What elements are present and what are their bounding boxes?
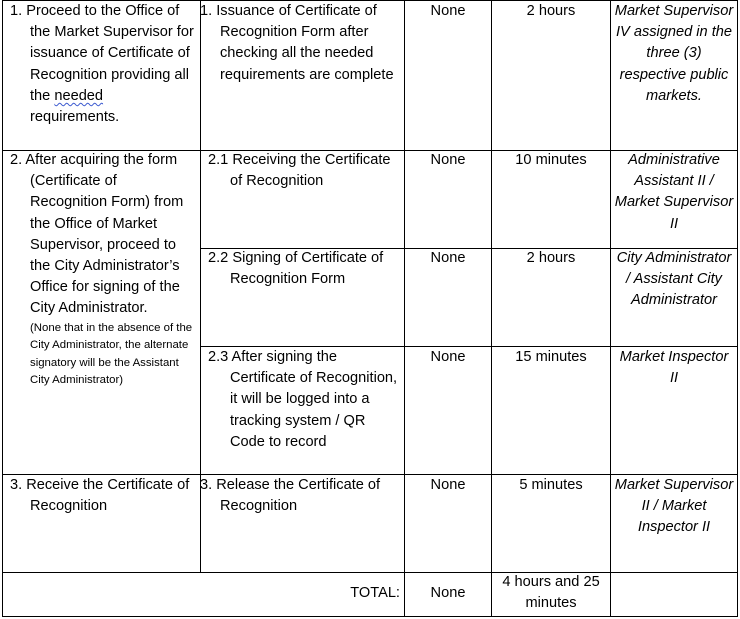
agency-action-2-2: 2.2 Signing of Certificate of Recognition Form [208, 250, 384, 288]
time-2-2: 2 hours [526, 250, 576, 266]
total-label: TOTAL: [350, 585, 400, 601]
person-1: Market Supervisor IV assigned in the three (3) respective public markets. [614, 3, 734, 104]
person-2-2: City Administrator / Assistant City Administrator [616, 250, 732, 309]
total-person-empty [611, 573, 737, 616]
spellcheck-flagged-word: needed [54, 87, 104, 104]
agency-action-1: 1. Issuance of Certificate of Recognition Form after checking all the needed requirements are complete [200, 3, 394, 83]
agency-action-2-1: 2.1 Receiving the Certificate of Recognition [208, 152, 391, 190]
fees-2-2: None [430, 250, 466, 266]
total-fees: None [430, 585, 466, 601]
client-step-2 [10, 150, 196, 390]
total-time: 4 hours and 25 minutes [502, 574, 600, 612]
client-step-2-text: 2. After acquiring the form (Certificate of Recognition Form) from the Office of Market Supervisor, proceed to the City Administrator’s Office for signing of the City Administrator. [10, 152, 184, 317]
person-3: Market Supervisor II / Market Inspector II [614, 477, 734, 536]
time-2-3: 15 minutes [515, 349, 587, 365]
fees-2-3: None [430, 349, 466, 365]
time-2-1: 10 minutes [515, 152, 587, 168]
time-3: 5 minutes [519, 477, 583, 493]
fees-1: None [430, 3, 466, 19]
agency-action-3: 3. Release the Certificate of Recognition [200, 477, 381, 515]
person-2-3: Market Inspector II [619, 349, 729, 387]
client-step-2-note: (None that in the absence of the City Administrator, the alternate signatory will be the Assistant City Administrator) [30, 321, 193, 387]
process-table [2, 0, 738, 617]
agency-action-2-3: 2.3 After signing the Certificate of Recognition, it will be logged into a tracking system / QR Code to record [208, 349, 398, 450]
fees-3: None [430, 477, 466, 493]
fees-2-1: None [430, 152, 466, 168]
client-step-1: 1. Proceed to the Office of the Market Supervisor for issuance of Certificate of Recognition providing all the needed requirements. [10, 3, 194, 126]
person-2-1: Administrative Assistant II / Market Supervisor II [614, 152, 734, 232]
time-1: 2 hours [526, 3, 576, 19]
client-step-3: 3. Receive the Certificate of Recognition [10, 477, 190, 515]
